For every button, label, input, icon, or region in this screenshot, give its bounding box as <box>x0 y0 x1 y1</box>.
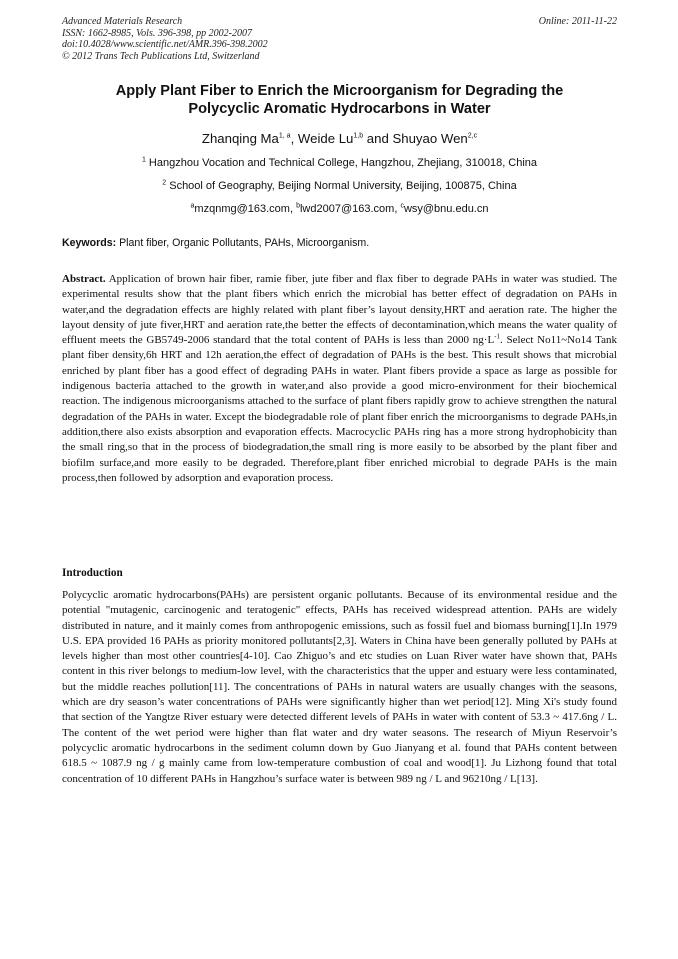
keywords <box>62 237 617 249</box>
author-separator: , <box>290 131 298 146</box>
journal-name: Advanced Materials Research <box>62 16 183 27</box>
email-b: lwd2007@163.com, <box>299 203 401 215</box>
affiliation-2 <box>62 180 617 192</box>
author-emails <box>62 203 617 215</box>
author-list <box>62 131 617 146</box>
title-line-2: Polycyclic Aromatic Hydrocarbons in Water <box>188 101 491 117</box>
issn-line: ISSN: 1662-8985, Vols. 396-398, pp 2002-2007 <box>62 27 252 39</box>
affiliation-1 <box>62 157 617 169</box>
author-separator: and <box>363 131 393 146</box>
email-c: wsy@bnu.edu.cn <box>403 203 489 215</box>
affiliation-2-mark: 2 <box>162 179 167 187</box>
author-3-affil: 2,c <box>467 132 478 140</box>
email-a: mzqnmg@163.com, <box>194 203 297 215</box>
online-date: Online: 2011-11-22 <box>538 16 617 27</box>
email-b-mark: b <box>296 202 300 210</box>
email-a-mark: a <box>190 202 195 210</box>
abstract <box>62 272 617 486</box>
keywords-text: Plant fiber, Organic Pollutants, PAHs, Microorganism. <box>116 237 370 249</box>
introduction-body: Polycyclic aromatic hydrocarbons(PAHs) are persistent organic pollutants. Because of its environmental residue and the potential "mutagenic, carcinogenic and teratogenic" effects, PAHs has received widespread attention. PAHs are widely distributed in nature, and it mainly comes from anthropogenic emissions, such as fossil fuel and biomass burning[1].In 1979 U.S. EPA provided 16 PAHs as priority monitored pollutants[2,3]. Waters in China have been generally polluted by PAHs at levels higher than most other countries[4-10]. Cao Zhiguo’s and etc studies on Luan River water have shown that, PAHs content in this river belongs to medium-low level, with the characteristics that the upper and estuary were less contaminated, but the middle reaches pollution[11]. The concentrations of PAHs in natural waters are usually changes with the seasons, which are dry season’s water concentrations of PAHs were significantly higher than wet period[12]. Ming Xi's study found that section of the Yangtze River estuary were detected different levels of PAHs in water with content of 53.3 ~ 417.6ng / L. The content of the wet period were higher than flat water and dry water seasons. The research of Miyun Reservoir’s polycyclic aromatic hydrocarbons in the sediment column down by Guo Jianyang et al. found that PAHs content between 618.5 ~ 1087.9 ng / g mainly came from low-temperature combustion of coal and wood[1]. Ju Lizhong found that total concentration of 10 different PAHs in Hangzhou’s surface water is between 989 ng / L and 96210ng / L[13]. <box>62 589 617 785</box>
author-2: Weide Lu <box>297 131 354 146</box>
section-heading-introduction: Introduction <box>62 567 123 579</box>
abstract-text: Application of brown hair fiber, ramie fiber, jute fiber and flax fiber to degrade PAHs in water was studied. The experimental results show that the plant fibers which enrich the microbial has better effect of degradation on PAHs in water,and the degradation effects are highly related with plant fiber’s layout density,HRT and aeration rate. The higher the layout density of jute fiver,HRT and aeration rate,the better the effects of decontamination,which means the water quality of effluent meets the GB5749-2006 standard that the total content of PAHs is less than 2000 ng·L <box>62 273 617 347</box>
paper-title <box>62 82 617 118</box>
affiliation-2-text: School of Geography, Beijing Normal University, Beijing, 100875, China <box>166 180 517 192</box>
doi-line: doi:10.4028/www.scientific.net/AMR.396-398.2002 <box>62 39 268 51</box>
title-line-1: Apply Plant Fiber to Enrich the Microorganism for Degrading the <box>115 83 564 99</box>
author-3: Shuyao Wen <box>392 131 468 146</box>
author-2-affil: 1,b <box>353 132 364 140</box>
copyright-line: © 2012 Trans Tech Publications Ltd, Switzerland <box>62 50 260 62</box>
abstract-unit-exponent: -1 <box>494 332 501 341</box>
abstract-label: Abstract. <box>62 273 106 285</box>
keywords-label: Keywords: <box>62 237 117 249</box>
abstract-text-continued: . Select No11~No14 Tank plant fiber density,6h HRT and 12h aeration,the effect of degradation of PAHs is the best. This result shows that microbial enriched by plant fiber has a good effect of degrading PAHs in water. Plant fibers provide a space as large as possible for indigenous bacteria attached to the growth in water,and also provide a good micro-environment for their biochemical reaction. The indigenous microorganisms attached to the surface of plant fibers rapidly grow to achieve strengthen the natural degradation of the PAHs in water. Except the biodegradable role of plant fiber enrich the microorganisms to degrade PAHs,in addition,there also exists absorption and evaporation effects. Macrocyclic PAHs ring has a more strong hydrophobicity than the small ring,so that in the process of biodegradation,the small ring is more easily to be absorbed by the plant fiber and biofilm surface,and more easily to be degraded. Therefore,plant fiber enriched microbial to degrade PAHs is the main process,then followed by adsorption and evaporation process. <box>62 334 617 484</box>
email-c-mark: c <box>400 202 404 210</box>
affiliation-1-text: Hangzhou Vocation and Technical College, Hangzhou, Zhejiang, 310018, China <box>145 157 538 169</box>
author-1-affil: 1, a <box>278 132 291 140</box>
author-1: Zhanqing Ma <box>201 131 279 146</box>
journal-header <box>62 16 617 62</box>
affiliation-1-mark: 1 <box>141 156 146 164</box>
